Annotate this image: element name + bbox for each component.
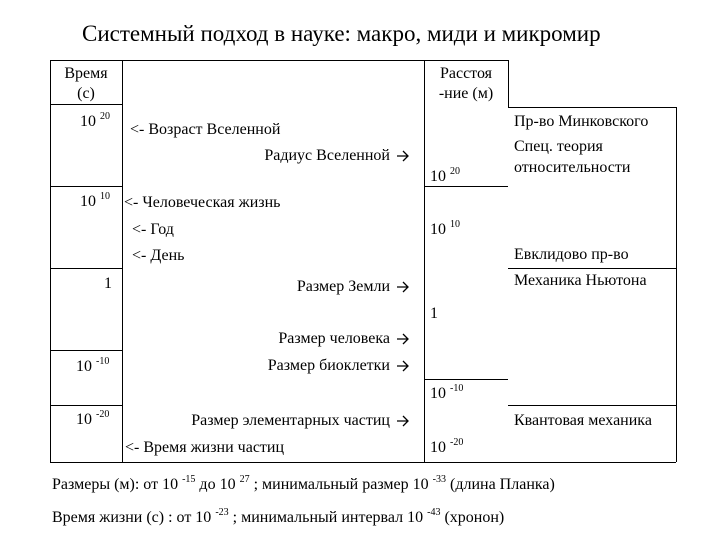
time-row-divider-1 <box>50 186 122 187</box>
theory-euclidean-space: Евклидово пр-во <box>514 246 629 263</box>
distance-header <box>424 64 508 104</box>
time-mark-1e20 <box>80 112 110 132</box>
distance-header-line1: Расстоя <box>439 65 493 82</box>
right-arrow-icon <box>396 333 410 345</box>
time-mark-1 <box>104 274 112 294</box>
distance-column-right-border <box>508 60 509 107</box>
theory-row-divider-1 <box>508 268 676 269</box>
footer-text: до 10 <box>199 476 236 493</box>
distance-mark-exponent: -20 <box>450 437 464 448</box>
theory-minkowski-space: Пр-во Минковского <box>514 113 649 130</box>
time-mark-base: 10 <box>80 193 96 210</box>
distance-mark-1e-10 <box>430 384 463 404</box>
theory-row-divider-2 <box>508 405 676 406</box>
time-mark-exponent: 10 <box>100 191 110 202</box>
footer-text: Размеры (м): от 10 <box>52 476 179 493</box>
time-mark-1e10 <box>80 192 110 212</box>
footer-text: Время жизни (с) : от 10 <box>52 509 212 526</box>
size-item-label: Размер человека <box>278 330 390 347</box>
time-item-universe-age: <- Возраст Вселенной <box>130 121 281 138</box>
right-arrow-icon <box>396 415 410 427</box>
time-column-divider <box>122 60 123 462</box>
size-item-label: Размер элементарных частиц <box>191 412 390 429</box>
time-mark-exponent: -10 <box>96 356 110 367</box>
size-item-biocell-size <box>268 356 410 376</box>
distance-mark-base: 10 <box>430 439 446 456</box>
time-mark-base: 10 <box>76 411 92 428</box>
right-arrow-icon <box>396 360 410 372</box>
time-header-bottom-border <box>50 104 122 105</box>
distance-mark-base: 10 <box>430 221 446 238</box>
time-row-divider-2 <box>50 268 122 269</box>
footer-exponent: 27 <box>239 474 250 485</box>
theory-special-relativity-line2: относительности <box>514 159 631 176</box>
time-header-line2: (с) <box>77 85 95 102</box>
distance-mark-exponent: 20 <box>450 166 460 177</box>
table-bottom-border <box>50 462 676 463</box>
footer-exponent: -33 <box>432 474 446 485</box>
theory-column-right-border <box>676 107 677 462</box>
size-item-particle-size <box>191 411 410 431</box>
footer-sizes-line <box>52 475 555 495</box>
distance-column-left-border <box>424 60 425 462</box>
distance-mark-1e10 <box>430 220 460 240</box>
footer-text: (длина Планка) <box>450 476 555 493</box>
size-item-universe-radius <box>264 146 410 166</box>
footer-text: ; минимальный размер 10 <box>253 476 429 493</box>
distance-header-line2: -ние (м) <box>438 85 494 102</box>
time-mark-1e-10 <box>76 357 109 377</box>
time-mark-base: 10 <box>80 113 96 130</box>
distance-mark-1e-20 <box>430 438 463 458</box>
page-title: Системный подход в науке: макро, миди и микромир <box>82 21 601 46</box>
size-item-human-size <box>278 329 410 349</box>
table-left-border <box>50 60 51 462</box>
time-row-divider-4 <box>50 405 122 406</box>
size-item-earth-size <box>297 277 410 297</box>
distance-mark-exponent: -10 <box>450 383 464 394</box>
distance-mark-base: 10 <box>430 168 446 185</box>
time-mark-exponent: 20 <box>100 111 110 122</box>
time-header-line1: Время <box>64 65 108 82</box>
size-item-label: Размер Земли <box>296 278 390 295</box>
theory-row-top-border <box>508 107 676 108</box>
footer-text: ; минимальный интервал 10 <box>232 509 424 526</box>
time-item-year: <- Год <box>132 221 174 238</box>
time-mark-exponent: -20 <box>96 409 110 420</box>
distance-mark-base: 10 <box>430 385 446 402</box>
distance-row-divider-2 <box>424 379 508 380</box>
theory-newtonian-mechanics: Механика Ньютона <box>514 272 647 289</box>
footer-lifetime-line <box>52 508 504 528</box>
size-item-label: Радиус Вселенной <box>264 147 390 164</box>
size-item-label: Размер биоклетки <box>267 357 390 374</box>
header-top-border <box>50 60 508 61</box>
time-mark-1e-20 <box>76 410 109 430</box>
time-mark-base: 1 <box>104 275 112 292</box>
theory-special-relativity-line1: Спец. теория <box>514 138 603 155</box>
time-item-human-life: <- Человеческая жизнь <box>124 194 281 211</box>
time-item-particle-lifetime: <- Время жизни частиц <box>125 439 285 456</box>
distance-mark-1e20 <box>430 167 460 187</box>
footer-text: (хронон) <box>444 509 505 526</box>
time-row-divider-3 <box>50 350 122 351</box>
right-arrow-icon <box>396 150 410 162</box>
theory-quantum-mechanics: Квантовая механика <box>514 412 652 429</box>
time-mark-base: 10 <box>76 358 92 375</box>
distance-mark-1 <box>430 304 438 324</box>
footer-exponent: -23 <box>215 507 229 518</box>
distance-mark-exponent: 10 <box>450 219 460 230</box>
distance-mark-base: 1 <box>430 305 438 322</box>
time-header <box>50 64 122 104</box>
time-item-day: <- День <box>132 247 185 264</box>
footer-exponent: -43 <box>427 507 441 518</box>
footer-exponent: -15 <box>182 474 196 485</box>
right-arrow-icon <box>396 281 410 293</box>
